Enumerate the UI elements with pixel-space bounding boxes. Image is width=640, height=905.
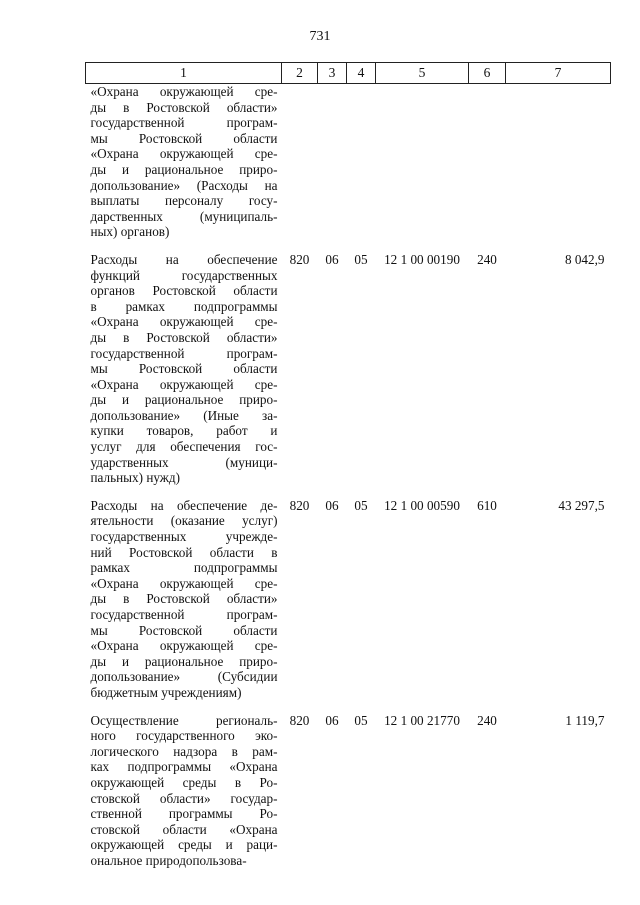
section-code: 06 (325, 251, 339, 267)
section-code: 06 (325, 712, 339, 728)
description-line: Расходы на обеспечение (90, 251, 278, 267)
description-line: ударственных (муници- (90, 454, 278, 470)
description-line: ды и рациональное приро- (90, 653, 278, 669)
description-line: ональное природопользова- (90, 852, 247, 868)
description-line: «Охрана окружающей сре- (90, 638, 278, 654)
amount: 43 297,5 (558, 497, 605, 513)
target-article-code: 12 1 00 21770 (384, 712, 460, 728)
row-description (86, 252, 282, 498)
column-header: 7 (506, 63, 611, 84)
row-description (86, 84, 282, 252)
description-line: бюджетным учреждениям) (90, 684, 242, 700)
description-line: услуг для обеспечения гос- (90, 439, 278, 455)
description-line: логического надзора в рам- (90, 743, 278, 759)
description-line: функций государственных (90, 267, 278, 283)
subsection-code: 05 (354, 497, 368, 513)
description-line: государственной програм- (90, 115, 278, 131)
description-line: стовской области» государ- (90, 790, 278, 806)
amount: 8 042,9 (564, 251, 605, 267)
description-line: дарственных (муниципаль- (90, 208, 278, 224)
description-line: «Охрана окружающей сре- (90, 84, 278, 99)
amount (506, 84, 611, 252)
ministry-code: 820 (289, 251, 310, 267)
description-line: ды в Ростовской области» (90, 591, 278, 607)
column-header-row (86, 63, 611, 84)
section-code: 06 (325, 497, 339, 513)
page-number: 731 (309, 29, 331, 44)
subsection-code: 05 (354, 712, 368, 728)
description-line: ках подпрограммы «Охрана (90, 759, 278, 775)
description-line: стовской области «Охрана (90, 821, 278, 837)
row-description (86, 713, 282, 881)
description-line: ных) органов) (90, 224, 170, 240)
description-line: Осуществление региональ- (90, 712, 278, 728)
ministry-code: 820 (289, 497, 310, 513)
description-line: в рамках подпрограммы (90, 298, 278, 314)
target-article-code: 12 1 00 00190 (384, 251, 460, 267)
description-line: допользование» (Расходы на (90, 177, 278, 193)
description-line: государственной програм- (90, 345, 278, 361)
subsection-code: 05 (354, 251, 368, 267)
description-line: купки товаров, работ и (90, 423, 278, 439)
description-line: ятельности (оказание услуг) (90, 513, 278, 529)
budget-table (85, 62, 611, 881)
description-line: «Охрана окружающей сре- (90, 314, 278, 330)
description-line: выплаты персоналу госу- (90, 193, 278, 209)
column-header: 5 (376, 63, 469, 84)
column-header: 4 (347, 63, 376, 84)
table-row (86, 713, 611, 881)
expense-type-code: 240 (477, 712, 497, 728)
description-line: органов Ростовской области (90, 283, 278, 299)
subsection-code (347, 84, 376, 252)
table-body (86, 84, 611, 881)
description-line: государственной програм- (90, 607, 278, 622)
description-line: рамках подпрограммы (90, 560, 278, 576)
column-header: 2 (282, 63, 318, 84)
expense-type-code: 240 (477, 251, 497, 267)
expense-type-code: 610 (477, 497, 497, 513)
amount: 1 119,7 (565, 712, 605, 728)
description-line: «Охрана окружающей сре- (90, 376, 278, 392)
row-description (86, 498, 282, 713)
column-header: 1 (86, 63, 282, 84)
description-line: мы Ростовской области (90, 622, 278, 638)
target-article-code (376, 84, 469, 252)
description-line: допользование» (Субсидии (90, 669, 278, 685)
expense-type-code (469, 84, 506, 252)
column-header: 6 (469, 63, 506, 84)
table-row (86, 252, 611, 498)
description-line: ды в Ростовской области» (90, 99, 278, 115)
description-line: окружающей среды и раци- (90, 837, 278, 853)
description-line: ний Ростовской области в (90, 544, 278, 560)
description-line: окружающей среды в Ро- (90, 774, 278, 790)
target-article-code: 12 1 00 00590 (384, 497, 460, 513)
ministry-code: 820 (289, 712, 310, 728)
description-line: мы Ростовской области (90, 130, 278, 146)
description-line: ственной программы Ро- (90, 806, 278, 822)
description-line: ды и рациональное приро- (90, 392, 278, 408)
table-row (86, 498, 611, 713)
description-line: пальных) нужд) (90, 470, 181, 486)
description-line: государственных учрежде- (90, 529, 278, 545)
description-line: ды в Ростовской области» (90, 329, 278, 345)
description-line: Расходы на обеспечение де- (90, 497, 278, 513)
description-line: «Охрана окружающей сре- (90, 575, 278, 591)
description-line: мы Ростовской области (90, 361, 278, 377)
ministry-code (282, 84, 318, 252)
table-row (86, 84, 611, 252)
section-code (318, 84, 347, 252)
description-line: ды и рациональное приро- (90, 161, 278, 177)
column-header: 3 (318, 63, 347, 84)
description-line: допользование» (Иные за- (90, 407, 278, 423)
description-line: ного государственного эко- (90, 728, 278, 744)
description-line: «Охрана окружающей сре- (90, 146, 278, 162)
